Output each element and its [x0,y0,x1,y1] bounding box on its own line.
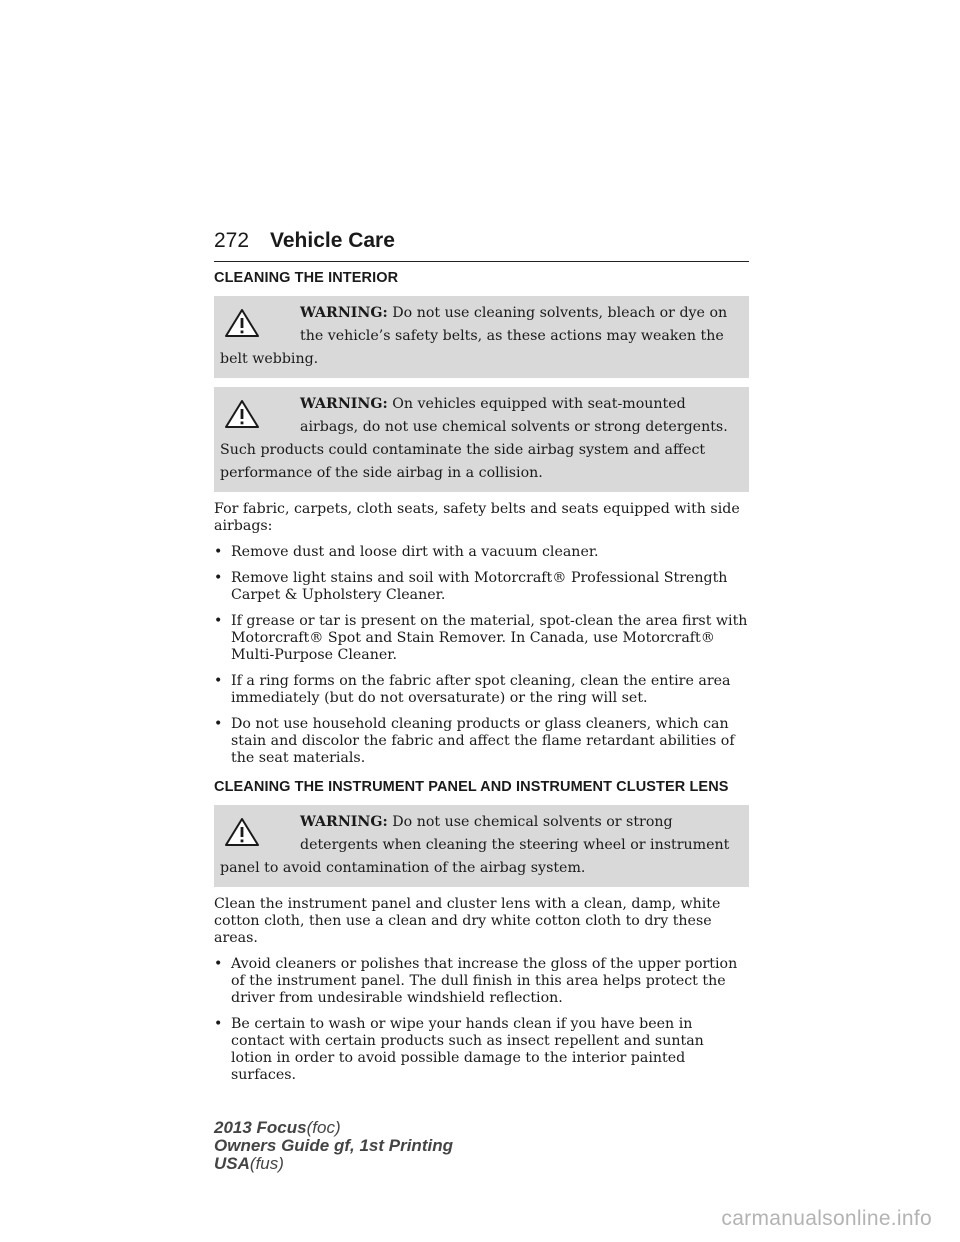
list-item-text: If a ring forms on the fabric after spot cleaning, clean the entire area immediately (but do not oversaturate) or the ring will set. [231,673,731,706]
footer-line-model [214,1119,453,1137]
page-content [214,270,749,1096]
bullet-dot: • [214,1016,223,1032]
list-item [214,544,749,561]
list-item [214,716,749,767]
page-number: 272 [214,229,250,252]
warning-text: Do not use cleaning solvents, bleach or dye on the vehicle’s safety belts, as these actions may weaken the belt webbing. [220,305,728,367]
warning-text: On vehicles equipped with seat-mounted airbags, do not use chemical solvents or strong detergents. Such products could contaminate the side airbag system and affect performance of the side airbag in a collision. [220,396,728,481]
heading-cleaning-interior: CLEANING THE INTERIOR [214,270,399,286]
warning-label: WARNING: [300,396,388,412]
list-item [214,613,749,664]
list-item [214,956,749,1007]
bullet-dot: • [214,716,223,732]
warning-triangle-icon [224,399,260,429]
warning-box-safety-belts [214,296,749,378]
footer-line-region [214,1155,453,1173]
warning-box-airbags [214,387,749,492]
footer-guide: Owners Guide gf, 1st Printing [214,1136,453,1155]
footer-model: 2013 Focus [214,1118,307,1137]
page-header [214,229,749,262]
bullet-dot: • [214,570,223,586]
list-item [214,570,749,604]
section-title: Vehicle Care [270,229,395,252]
warning-label: WARNING: [300,814,388,830]
footer-model-code: (foc) [306,1118,341,1137]
warning-label: WARNING: [300,305,388,321]
list-item-text: Do not use household cleaning products or glass cleaners, which can stain and discolor the fabric and affect the flame retardant abilities of the seat materials. [231,716,735,766]
interior-intro-paragraph: For fabric, carpets, cloth seats, safety belts and seats equipped with side airbags: [214,501,740,534]
heading-cleaning-instrument-panel: CLEANING THE INSTRUMENT PANEL AND INSTRUMENT CLUSTER LENS [214,779,729,795]
interior-bullet-list [214,544,749,767]
watermark: carmanualsonline.info [721,1207,932,1230]
list-item-text: Remove dust and loose dirt with a vacuum cleaner. [231,544,599,560]
bullet-dot: • [214,613,223,629]
warning-text: Do not use chemical solvents or strong detergents when cleaning the steering wheel or instrument panel to avoid contamination of the airbag system. [220,814,730,876]
warning-triangle-icon [224,817,260,847]
document-footer [214,1119,453,1173]
instrument-intro-paragraph: Clean the instrument panel and cluster lens with a clean, damp, white cotton cloth, then use a clean and dry white cotton cloth to dry these areas. [214,896,721,946]
footer-line-guide [214,1137,453,1155]
list-item [214,1016,749,1084]
list-item-text: If grease or tar is present on the material, spot-clean the area first with Motorcraft® Spot and Stain Remover. In Canada, use Motorcraft® Multi-Purpose Cleaner. [231,613,748,663]
bullet-dot: • [214,956,223,972]
list-item-text: Remove light stains and soil with Motorcraft® Professional Strength Carpet & Upholstery Cleaner. [231,570,728,603]
list-item-text: Be certain to wash or wipe your hands clean if you have been in contact with certain products such as insect repellent and suntan lotion in order to avoid possible damage to the interior painted surfaces. [231,1016,704,1083]
footer-region-code: (fus) [249,1154,284,1173]
footer-region: USA [214,1154,250,1173]
bullet-dot: • [214,673,223,689]
instrument-bullet-list [214,956,749,1084]
bullet-dot: • [214,544,223,560]
warning-box-instrument-panel [214,805,749,887]
warning-triangle-icon [224,308,260,338]
list-item [214,673,749,707]
list-item-text: Avoid cleaners or polishes that increase the gloss of the upper portion of the instrument panel. The dull finish in this area helps protect the driver from undesirable windshield reflection. [231,956,738,1006]
